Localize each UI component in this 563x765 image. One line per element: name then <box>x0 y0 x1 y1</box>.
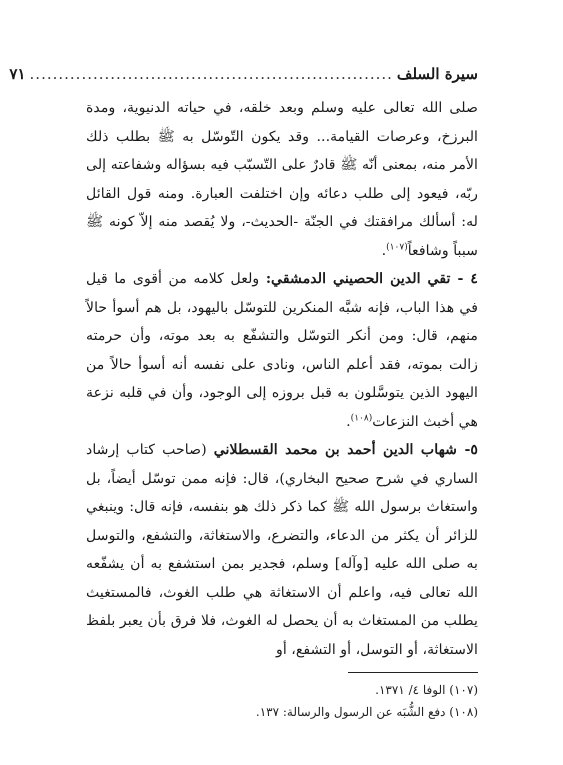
entry-5-text: (صاحب كتاب إرشاد الساري في شرح صحيح البخاري)، قال: فإنه ممن توسّل أيضاً، بل واستغاث برسول الله ﷺ كما ذكر ذلك هو بنفسه، فإنه قال: وينبغي للزائر أن يكثر من الدعاء، والتضرع، والاستغاثة، والتشفع، والتوسل به صلى الله عليه [وآله] وسلم، فجدير بمن استشفع به أن يشفّعه الله تعالى فيه، واعلم أن الاستغاثة هي طلب الغوث، فالمستغيث يطلب من المستغاث به أن يحصل له الغوث، فلا فرق بأن يعبر بلفظ الاستغاثة، أو التوسل، أو التشفع، أو <box>86 442 478 658</box>
entry-4-text: ولعل كلامه من أقوى ما قيل في هذا الباب، فإنه شبَّه المنكرين للتوسّل باليهود، بل هم أسوأ حالاً منهم، قال: ومن أنكر التوسّل والتشفّع به بعد موته، وأن حرمته زالت بموته، فقد أعلم الناس، ونادى على نفسه أنه أسوأ حالاً من اليهود الذين يتوسَّلون به قبل بروزه إلى الوجود، وأن في قلبه نزعة هي أخبث النزعات <box>86 271 478 430</box>
footnote-ref-107[interactable]: (١٠٧) <box>386 241 408 252</box>
running-header <box>9 62 478 86</box>
header-title: سيرة السلف <box>396 65 478 83</box>
paragraph-intro <box>86 94 478 265</box>
footnote-separator <box>348 672 478 673</box>
footnotes <box>86 679 478 723</box>
entry-5-heading: ٥- شهاب الدين أحمد بن محمد القسطلاني <box>213 442 478 458</box>
header-dot-leader: ............................................................... <box>29 65 393 83</box>
footnote-107: (١٠٧) الوفا ٤/ ١٣٧١. <box>375 683 478 697</box>
entry-4-heading: ٤ - تقي الدين الحصيني الدمشقي: <box>265 271 478 287</box>
book-page <box>9 62 478 722</box>
footnote-108: (١٠٨) دفع الشُّبَه عن الرسول والرسالة: ١٣٧. <box>255 705 478 719</box>
paragraph-entry-4 <box>86 265 478 436</box>
footnote-ref-108[interactable]: (١٠٨) <box>350 412 373 423</box>
body-text <box>86 94 478 664</box>
page-number: ٧١ <box>9 65 26 83</box>
intro-text: صلى الله تعالى عليه وسلم وبعد خلقه، في حياته الدنيوية، ومدة البرزخ، وعرصات القيامة... وقد يكون التّوسّل به ﷺ بطلب ذلك الأمر منه، بمعنى أنّه ﷺ قادرٌ على التّسبّب فيه بسؤاله وشفاعته إلى ربّه، فيعود إلى طلب دعائه وإن اختلفت العبارة. ومنه قول القائل له: أسألك مرافقتك في الجنّة -الحديث-، ولا يُقصد منه إلاّ كونه ﷺ سبباً وشافعاً <box>86 100 478 259</box>
paragraph-entry-5 <box>86 436 478 664</box>
intro-end: . <box>381 242 387 259</box>
entry-4-end: . <box>346 413 351 430</box>
